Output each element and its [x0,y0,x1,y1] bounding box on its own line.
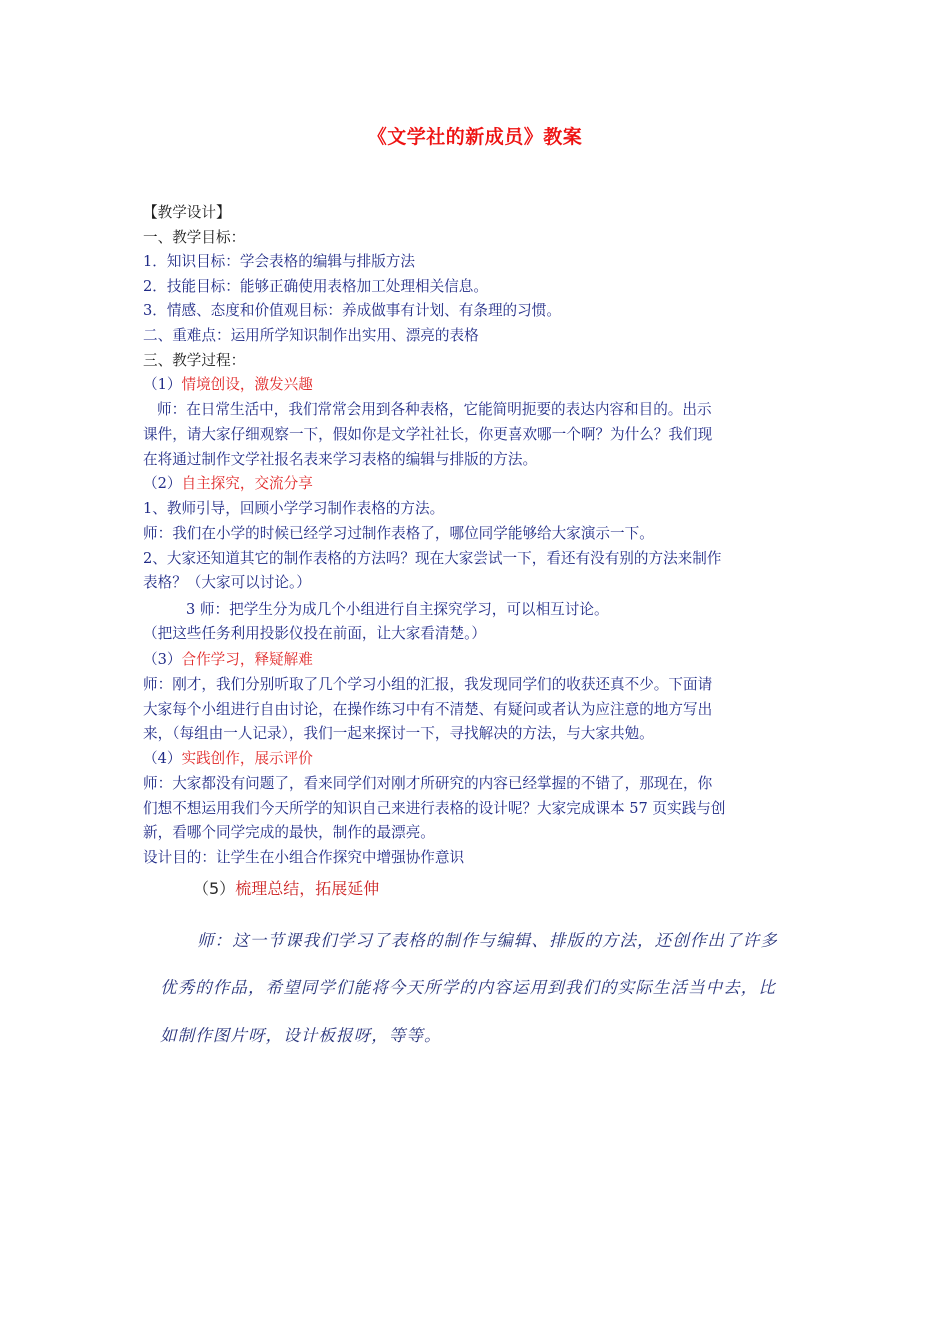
step3-paragraph-line: 师：刚才，我们分别听取了几个学习小组的汇报，我发现同学们的收获还真不少。下面请 [143,676,713,693]
step1-paragraph-line: 课件，请大家仔细观察一下，假如你是文学社社长，你更喜欢哪一个啊？为什么？我们现 [143,426,713,443]
step2-line: 表格？（大家可以讨论。） [143,574,311,591]
step4-paragraph-line: 师：大家都没有问题了，看来同学们对刚才所研究的内容已经掌握的不错了，那现在，你 [143,775,713,792]
step1-title: 情境创设，激发兴趣 [181,376,313,393]
step5-title: 梳理总结，拓展延伸 [235,879,380,898]
step4-heading [143,749,313,769]
step4-title: 实践创作，展示评价 [181,750,313,767]
step4-paragraph-line: 们想不想运用我们今天所学的知识自己来进行表格的设计呢？大家完成课本 57 页实践与创 [143,800,726,817]
design-purpose: 设计目的：让学生在小组合作探究中增强协作意识 [143,849,465,866]
step3-heading [143,650,313,670]
step1-paragraph-line: 在将通过制作文学社报名表来学习表格的编辑与排版的方法。 [143,451,538,468]
goal-emotion: 3．情感、态度和价值观目标：养成做事有计划、有条理的习惯。 [143,302,561,319]
step5-paragraph-line: 优秀的作品，希望同学们能将今天所学的内容运用到我们的实际生活当中去，比 [160,978,776,997]
difficulty-line: 二、重难点：运用所学知识制作出实用、漂亮的表格 [143,327,479,344]
step3-paragraph-line: 大家每个小组进行自由讨论，在操作练习中有不清楚、有疑问或者认为应注意的地方写出 [143,701,713,718]
step1-heading [143,375,313,395]
step2-heading [143,474,313,494]
step1-paragraph-line: 师：在日常生活中，我们常常会用到各种表格，它能简明扼要的表达内容和目的。出示 [157,401,712,418]
step5-paragraph-line: 师：这一节课我们学习了表格的制作与编辑、排版的方法，还创作出了许多 [197,931,778,950]
process-header: 三、教学过程： [143,352,246,369]
step2-line: 师：我们在小学的时候已经学习过制作表格了，哪位同学能够给大家演示一下。 [143,525,654,542]
step3-number: （3） [143,651,182,668]
goal-knowledge: 1．知识目标：学会表格的编辑与排版方法 [143,253,415,270]
step2-line: 3 师：把学生分为成几个小组进行自主探究学习，可以相互讨论。 [186,601,609,618]
step2-line: 2、大家还知道其它的制作表格的方法吗？现在大家尝试一下，看还有没有别的方法来制作 [143,550,722,567]
step2-line: 1、教师引导，回顾小学学习制作表格的方法。 [143,500,445,517]
document-title: 《文学社的新成员》教案 [367,126,583,148]
goal-skill: 2．技能目标：能够正确使用表格加工处理相关信息。 [143,278,488,295]
step3-paragraph-line: 来，（每组由一人记录），我们一起来探讨一下，寻找解决的方法，与大家共勉。 [143,725,654,742]
design-header: 【教学设计】 [143,204,231,221]
step2-line: （把这些任务利用投影仪投在前面，让大家看清楚。） [143,625,486,642]
step5-paragraph-line: 如制作图片呀，设计板报呀，等等。 [160,1026,442,1045]
step5-heading [193,876,379,899]
step5-number: （5） [193,879,236,898]
step1-number: （1） [143,376,182,393]
step4-number: （4） [143,750,182,767]
step2-number: （2） [143,475,182,492]
goals-header: 一、教学目标： [143,229,246,246]
step2-title: 自主探究，交流分享 [181,475,313,492]
step3-title: 合作学习，释疑解难 [181,651,313,668]
step4-paragraph-line: 新，看哪个同学完成的最快，制作的最漂亮。 [143,824,435,841]
